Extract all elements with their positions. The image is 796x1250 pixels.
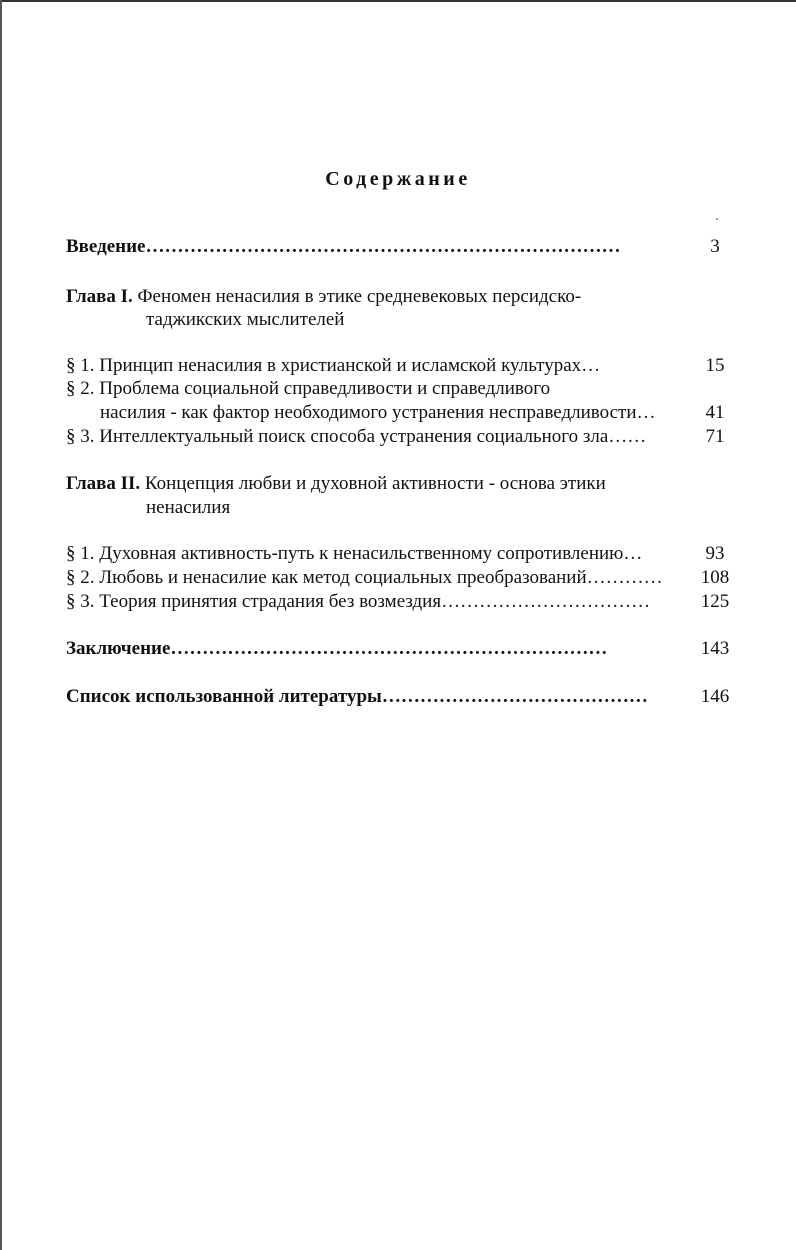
toc-chapter-2-line1: Глава II. Концепция любви и духовной активности - основа этики (66, 473, 606, 494)
toc-title: Содержание (325, 168, 471, 190)
toc-entry-ch1-s2-line1: § 2. Проблема социальной справедливости и справедливого (66, 378, 551, 399)
toc-page-ch1-s3: 71 (705, 426, 725, 447)
scan-border-top (0, 0, 796, 2)
toc-entry-ch1-s2-line2: насилия - как фактор необходимого устранения несправедливости… (100, 402, 656, 423)
toc-entry-conclusion: Заключение…………………………………………………………… (66, 638, 608, 659)
toc-entry-ch2-s1: § 1. Духовная активность-путь к ненасильственному сопротивлению… (66, 543, 643, 564)
toc-page-ch2-s3: 125 (700, 591, 730, 612)
toc-page-ch2-s2: 108 (700, 567, 730, 588)
toc-chapter-1-heading (66, 286, 581, 308)
toc-entry-bibliography: Список использованной литературы…………………………………… (66, 686, 648, 707)
toc-entry-ch1-s3: § 3. Интеллектуальный поиск способа устранения социального зла…… (66, 426, 647, 447)
toc-chapter-1-line2: таджикских мыслителей (146, 309, 345, 330)
toc-chapter-2-line2: ненасилия (146, 497, 231, 518)
toc-entry-ch2-s3: § 3. Теория принятия страдания без возмездия…………………………… (66, 591, 651, 612)
toc-chapter-2-heading (66, 473, 606, 495)
toc-entry-ch2-s2: § 2. Любовь и ненасилие как метод социальных преобразований………… (66, 567, 663, 588)
toc-page-bibliography: 146 (700, 686, 730, 707)
toc-page-conclusion: 143 (700, 638, 730, 659)
toc-page-ch2-s1: 93 (705, 543, 725, 564)
toc-page-ch1-s2: 41 (705, 402, 725, 423)
toc-page-intro: 3 (710, 236, 720, 257)
toc-entry-intro: Введение………………………………………………………………… (66, 236, 621, 257)
toc-chapter-1-line1: Глава I. Феномен ненасилия в этике средневековых персидско- (66, 286, 582, 307)
scan-speck (716, 218, 718, 220)
toc-page-ch1-s1: 15 (705, 355, 725, 376)
toc-entry-ch1-s1: § 1. Принцип ненасилия в христианской и исламской культурах… (66, 355, 601, 376)
